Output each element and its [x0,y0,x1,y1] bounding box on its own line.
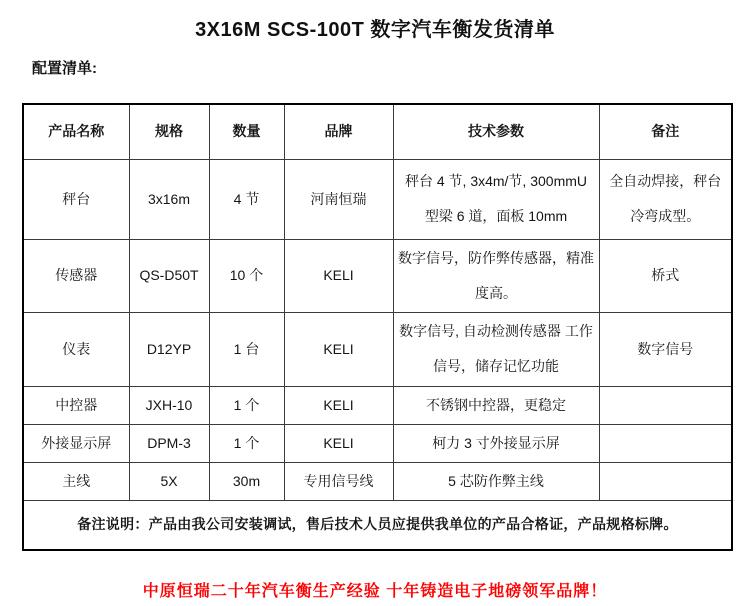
cell-quantity: 1 个 [209,424,284,462]
cell-product-name: 传感器 [23,239,129,312]
note-text: 备注说明：产品由我公司安装调试，售后技术人员应提供我单位的产品合格证，产品规格标牌。 [23,500,732,550]
page-title: 3X16M SCS-100T 数字汽车衡发货清单 [195,19,555,41]
header-remark: 备注 [599,104,732,159]
header-quantity: 数量 [209,104,284,159]
header-spec: 规格 [129,104,209,159]
cell-remark [599,386,732,424]
cell-remark [599,424,732,462]
cell-remark: 数字信号 [599,312,732,386]
cell-spec: 5X [129,462,209,500]
cell-brand: 河南恒瑞 [284,159,393,239]
cell-brand: 专用信号线 [284,462,393,500]
document-page [0,13,750,606]
cell-brand: KELI [284,386,393,424]
cell-tech-params: 5 芯防作弊主线 [393,462,599,500]
table-row [23,462,732,500]
cell-tech-params: 数字信号, 自动检测传感器 工作信号，储存记忆功能 [393,312,599,386]
cell-spec: DPM-3 [129,424,209,462]
cell-quantity: 10 个 [209,239,284,312]
cell-product-name: 仪表 [23,312,129,386]
cell-product-name: 秤台 [23,159,129,239]
cell-tech-params: 秤台 4 节, 3x4m/节, 300mmU 型梁 6 道，面板 10mm [393,159,599,239]
cell-remark [599,462,732,500]
table-header-row [23,104,732,159]
cell-quantity: 4 节 [209,159,284,239]
slogan-text: 中原恒瑞二十年汽车衡生产经验 十年铸造电子地磅领军品牌！ [142,583,608,600]
cell-brand: KELI [284,239,393,312]
config-list-label: 配置清单: [32,60,97,77]
cell-quantity: 1 台 [209,312,284,386]
cell-brand: KELI [284,424,393,462]
header-brand: 品牌 [284,104,393,159]
cell-tech-params: 不锈钢中控器，更稳定 [393,386,599,424]
table-row [23,159,732,239]
cell-quantity: 30m [209,462,284,500]
header-product-name: 产品名称 [23,104,129,159]
table-row [23,424,732,462]
cell-brand: KELI [284,312,393,386]
table-row [23,312,732,386]
cell-spec: D12YP [129,312,209,386]
table-row [23,239,732,312]
cell-product-name: 主线 [23,462,129,500]
cell-spec: QS-D50T [129,239,209,312]
cell-remark: 全自动焊接，秤台冷弯成型。 [599,159,732,239]
cell-product-name: 中控器 [23,386,129,424]
cell-product-name: 外接显示屏 [23,424,129,462]
table-row [23,386,732,424]
header-tech-params: 技术参数 [393,104,599,159]
cell-quantity: 1 个 [209,386,284,424]
cell-tech-params: 数字信号，防作弊传感器，精准度高。 [393,239,599,312]
cell-spec: JXH-10 [129,386,209,424]
shipping-list-table [22,103,733,551]
table-note-row [23,500,732,550]
cell-tech-params: 柯力 3 寸外接显示屏 [393,424,599,462]
cell-spec: 3x16m [129,159,209,239]
cell-remark: 桥式 [599,239,732,312]
